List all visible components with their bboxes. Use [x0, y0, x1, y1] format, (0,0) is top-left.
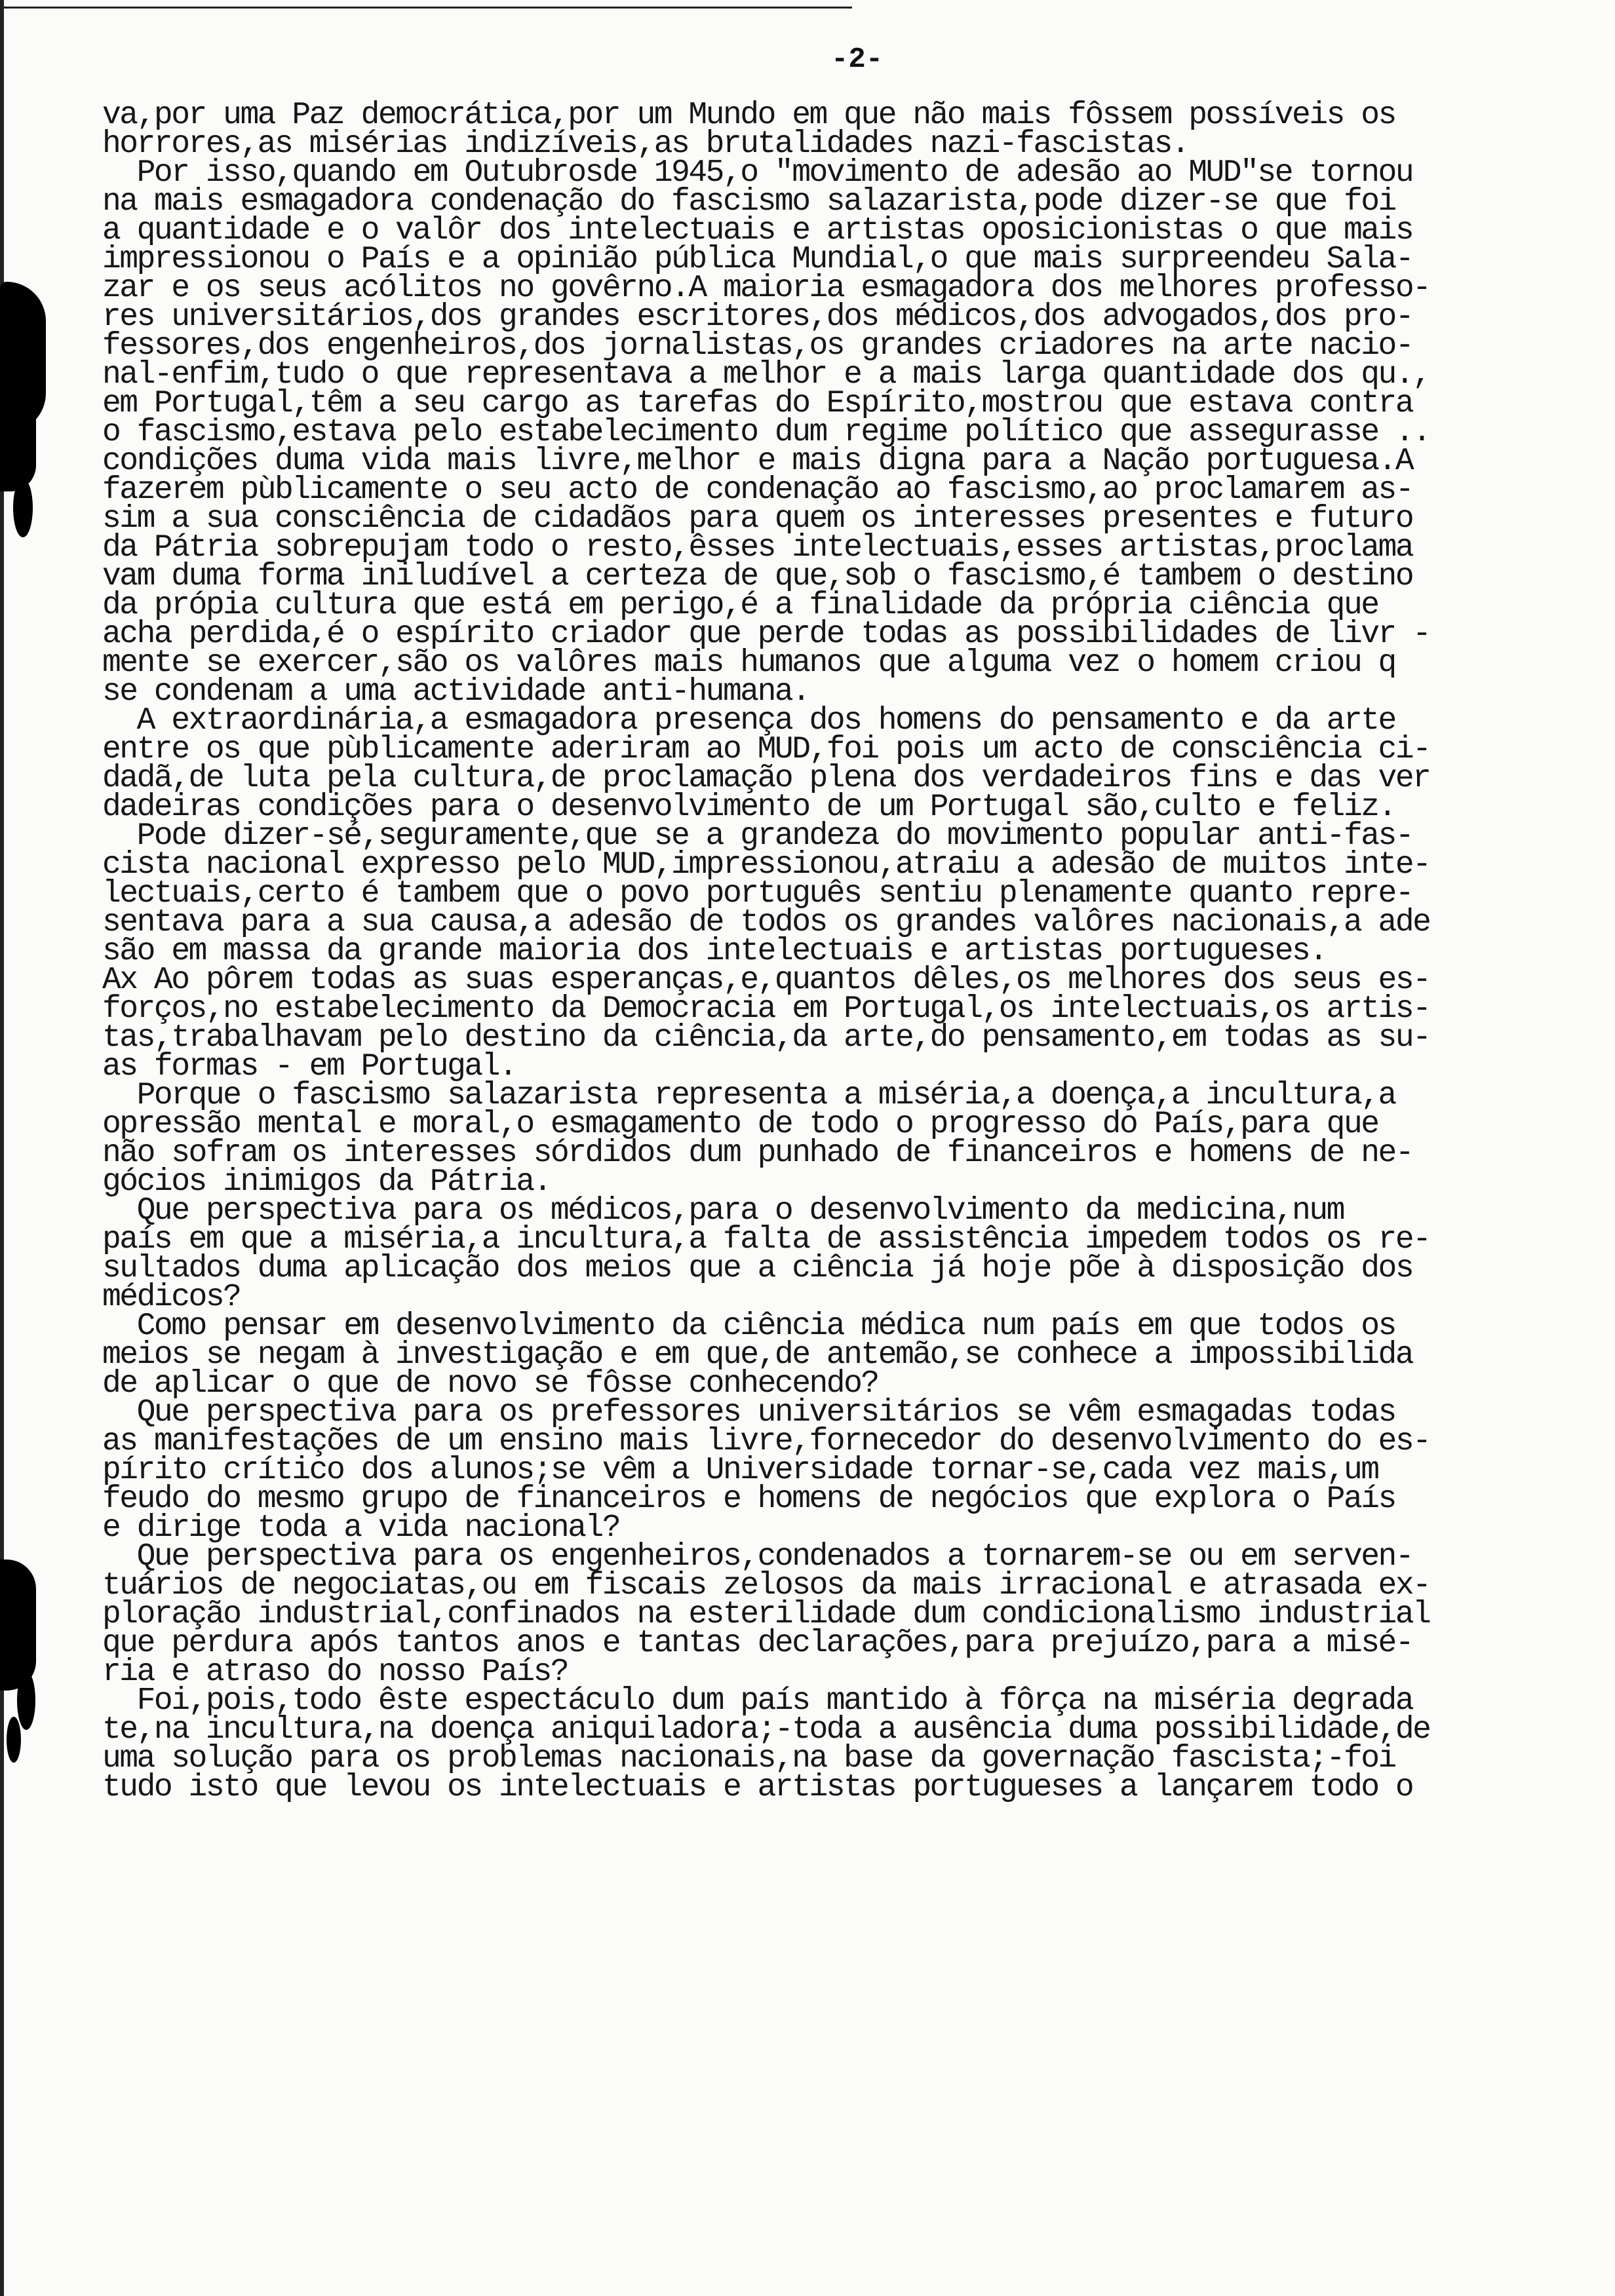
text-line: tuários de negociatas,ou em fiscais zelosos da mais irracional e atrasada ex-: [102, 1568, 1430, 1603]
text-line: forços,no estabelecimento da Democracia em Portugal,os intelectuais,os artis-: [102, 991, 1430, 1027]
text-line: Porque o fascismo salazarista representa a miséria,a doença,a incultura,a: [102, 1078, 1395, 1113]
text-line: horrores,as misérias indizíveis,as brutalidades nazi-fascistas.: [102, 126, 1189, 162]
text-line: feudo do mesmo grupo de financeiros e homens de negócios que explora o País: [102, 1482, 1395, 1517]
text-line: as formas - em Portugal.: [102, 1049, 516, 1084]
text-line: as manifestações de um ensino mais livre,fornecedor do desenvolvimento do es-: [102, 1424, 1430, 1459]
text-line: zar e os seus acólitos no govêrno.A maioria esmagadora dos melhores professo-: [102, 271, 1430, 306]
text-line: Que perspectiva para os médicos,para o desenvolvimento da medicina,num: [102, 1193, 1344, 1229]
text-line: são em massa da grande maioria dos intelectuais e artistas portugueses.: [102, 934, 1327, 969]
typed-body-text: [102, 98, 1615, 1805]
text-line: acha perdida,é o espírito criador que perde todas as possibilidades de livr -: [102, 617, 1430, 652]
text-line: se condenam a uma actividade anti-humana.: [102, 674, 809, 710]
text-line: médicos?: [102, 1280, 241, 1315]
text-line: fazerem pùblicamente o seu acto de condenação ao fascismo,ao proclamarem as-: [102, 472, 1413, 508]
text-line: ploração industrial,confinados na esterilidade dum condicionalismo industrial: [102, 1597, 1430, 1632]
text-line: mente se exercer,são os valôres mais humanos que alguma vez o homem criou q: [102, 645, 1395, 681]
ink-blot: [17, 1671, 35, 1730]
text-line: tudo isto que levou os intelectuais e artistas portugueses a lançarem todo o: [102, 1770, 1413, 1805]
text-line: na mais esmagadora condenação do fascismo salazarista,pode dizer-se que foi: [102, 184, 1395, 220]
text-line: fessores,dos engenheiros,dos jornalistas,os grandes criadores na arte nacio-: [102, 328, 1413, 364]
text-line: sentava para a sua causa,a adesão de todos os grandes valôres nacionais,a ade: [102, 905, 1430, 940]
text-line: e dirige toda a vida nacional?: [102, 1510, 620, 1546]
text-line: condições duma vida mais livre,melhor e mais digna para a Nação portuguesa.A: [102, 444, 1413, 479]
text-line: nal-enfim,tudo o que representava a melhor e a mais larga quantidade dos qu.,: [102, 357, 1430, 392]
text-line: que perdura após tantos anos e tantas declarações,para prejuízo,para a misé-: [102, 1626, 1413, 1661]
text-line: o fascismo,estava pelo estabelecimento dum regime político que assegurasse ..: [102, 415, 1430, 450]
text-line: tas,trabalhavam pelo destino da ciência,da arte,do pensamento,em todas as su-: [102, 1020, 1430, 1056]
text-line: dadã,de luta pela cultura,de proclamação plena dos verdadeiros fins e das ver: [102, 761, 1430, 796]
text-line: lectuais,certo é tambem que o povo português sentiu plenamente quanto repre-: [102, 876, 1413, 911]
ink-blot: [13, 478, 33, 537]
text-line: res universitários,dos grandes escritores,dos médicos,dos advogados,dos pro-: [102, 299, 1413, 335]
text-line: meios se negam à investigação e em que,de antemão,se conhece a impossibilida: [102, 1337, 1413, 1373]
text-line: cista nacional expresso pelo MUD,impressionou,atraiu a adesão de muitos inte-: [102, 847, 1430, 883]
text-line: da Pátria sobrepujam todo o resto,êsses intelectuais,esses artistas,proclama: [102, 530, 1413, 565]
text-line: A extraordinária,a esmagadora presença dos homens do pensamento e da arte: [102, 703, 1395, 738]
text-line: gócios inimigos da Pátria.: [102, 1164, 551, 1200]
top-edge-rule: [0, 0, 852, 9]
text-line: Foi,pois,todo êste espectáculo dum país mantido à fôrça na miséria degrada: [102, 1683, 1413, 1719]
text-line: vam duma forma iniludível a certeza de que,sob o fascismo,é tambem o destino: [102, 559, 1413, 594]
text-line: Que perspectiva para os engenheiros,condenados a tornarem-se ou em serven-: [102, 1539, 1413, 1575]
page-number: -2-: [831, 43, 884, 76]
text-line: Que perspectiva para os prefessores universitários se vêm esmagadas todas: [102, 1395, 1395, 1430]
text-line: uma solução para os problemas nacionais,na base da governação fascista;-foi: [102, 1741, 1395, 1776]
ink-blot: [0, 1559, 36, 1691]
text-line: impressionou o País e a opinião pública Mundial,o que mais surpreendeu Sala-: [102, 242, 1413, 277]
text-line: em Portugal,têm a seu cargo as tarefas do Espírito,mostrou que estava contra: [102, 386, 1413, 421]
text-line: Pode dizer-sé,seguramente,que se a grandeza do movimento popular anti-fas-: [102, 818, 1413, 854]
text-line: dadeiras condições para o desenvolvimento de um Portugal são,culto e feliz.: [102, 790, 1395, 825]
text-line: te,na incultura,na doença aniquiladora;-toda a ausência duma possibilidade,de: [102, 1712, 1430, 1748]
text-line: de aplicar o que de novo se fôsse conhecendo?: [102, 1366, 878, 1402]
text-line: pírito crítico dos alunos;se vêm a Universidade tornar-se,cada vez mais,um: [102, 1453, 1378, 1488]
ink-blot: [0, 393, 36, 491]
text-line: da própia cultura que está em perigo,é a finalidade da própria ciência que: [102, 588, 1378, 623]
text-line: entre os que pùblicamente aderiram ao MUD,foi pois um acto de consciência ci-: [102, 732, 1430, 767]
text-line: sultados duma aplicação dos meios que a ciência já hoje põe à disposição dos: [102, 1251, 1413, 1286]
text-line: Como pensar em desenvolvimento da ciência médica num país em que todos os: [102, 1309, 1395, 1344]
text-line: va,por uma Paz democrática,por um Mundo em que não mais fôssem possíveis os: [102, 98, 1395, 133]
text-line: não sofram os interesses sórdidos dum punhado de financeiros e homens de ne-: [102, 1136, 1413, 1171]
text-line: Ax Ao pôrem todas as suas esperanças,e,quantos dêles,os melhores dos seus es-: [102, 963, 1430, 998]
text-line: a quantidade e o valôr dos intelectuais e artistas oposicionistas o que mais: [102, 213, 1413, 248]
text-line: ria e atraso do nosso País?: [102, 1655, 568, 1690]
text-line: Por isso,quando em Outubrosde 1945,o "movimento de adesão ao MUD"se tornou: [102, 155, 1413, 191]
text-line: país em que a miséria,a incultura,a falta de assistência impedem todos os re-: [102, 1222, 1430, 1257]
text-line: sim a sua consciência de cidadãos para quem os interesses presentes e futuro: [102, 501, 1413, 537]
text-line: opressão mental e moral,o esmagamento de todo o progresso do País,para que: [102, 1107, 1378, 1142]
ink-blot: [7, 1717, 21, 1763]
